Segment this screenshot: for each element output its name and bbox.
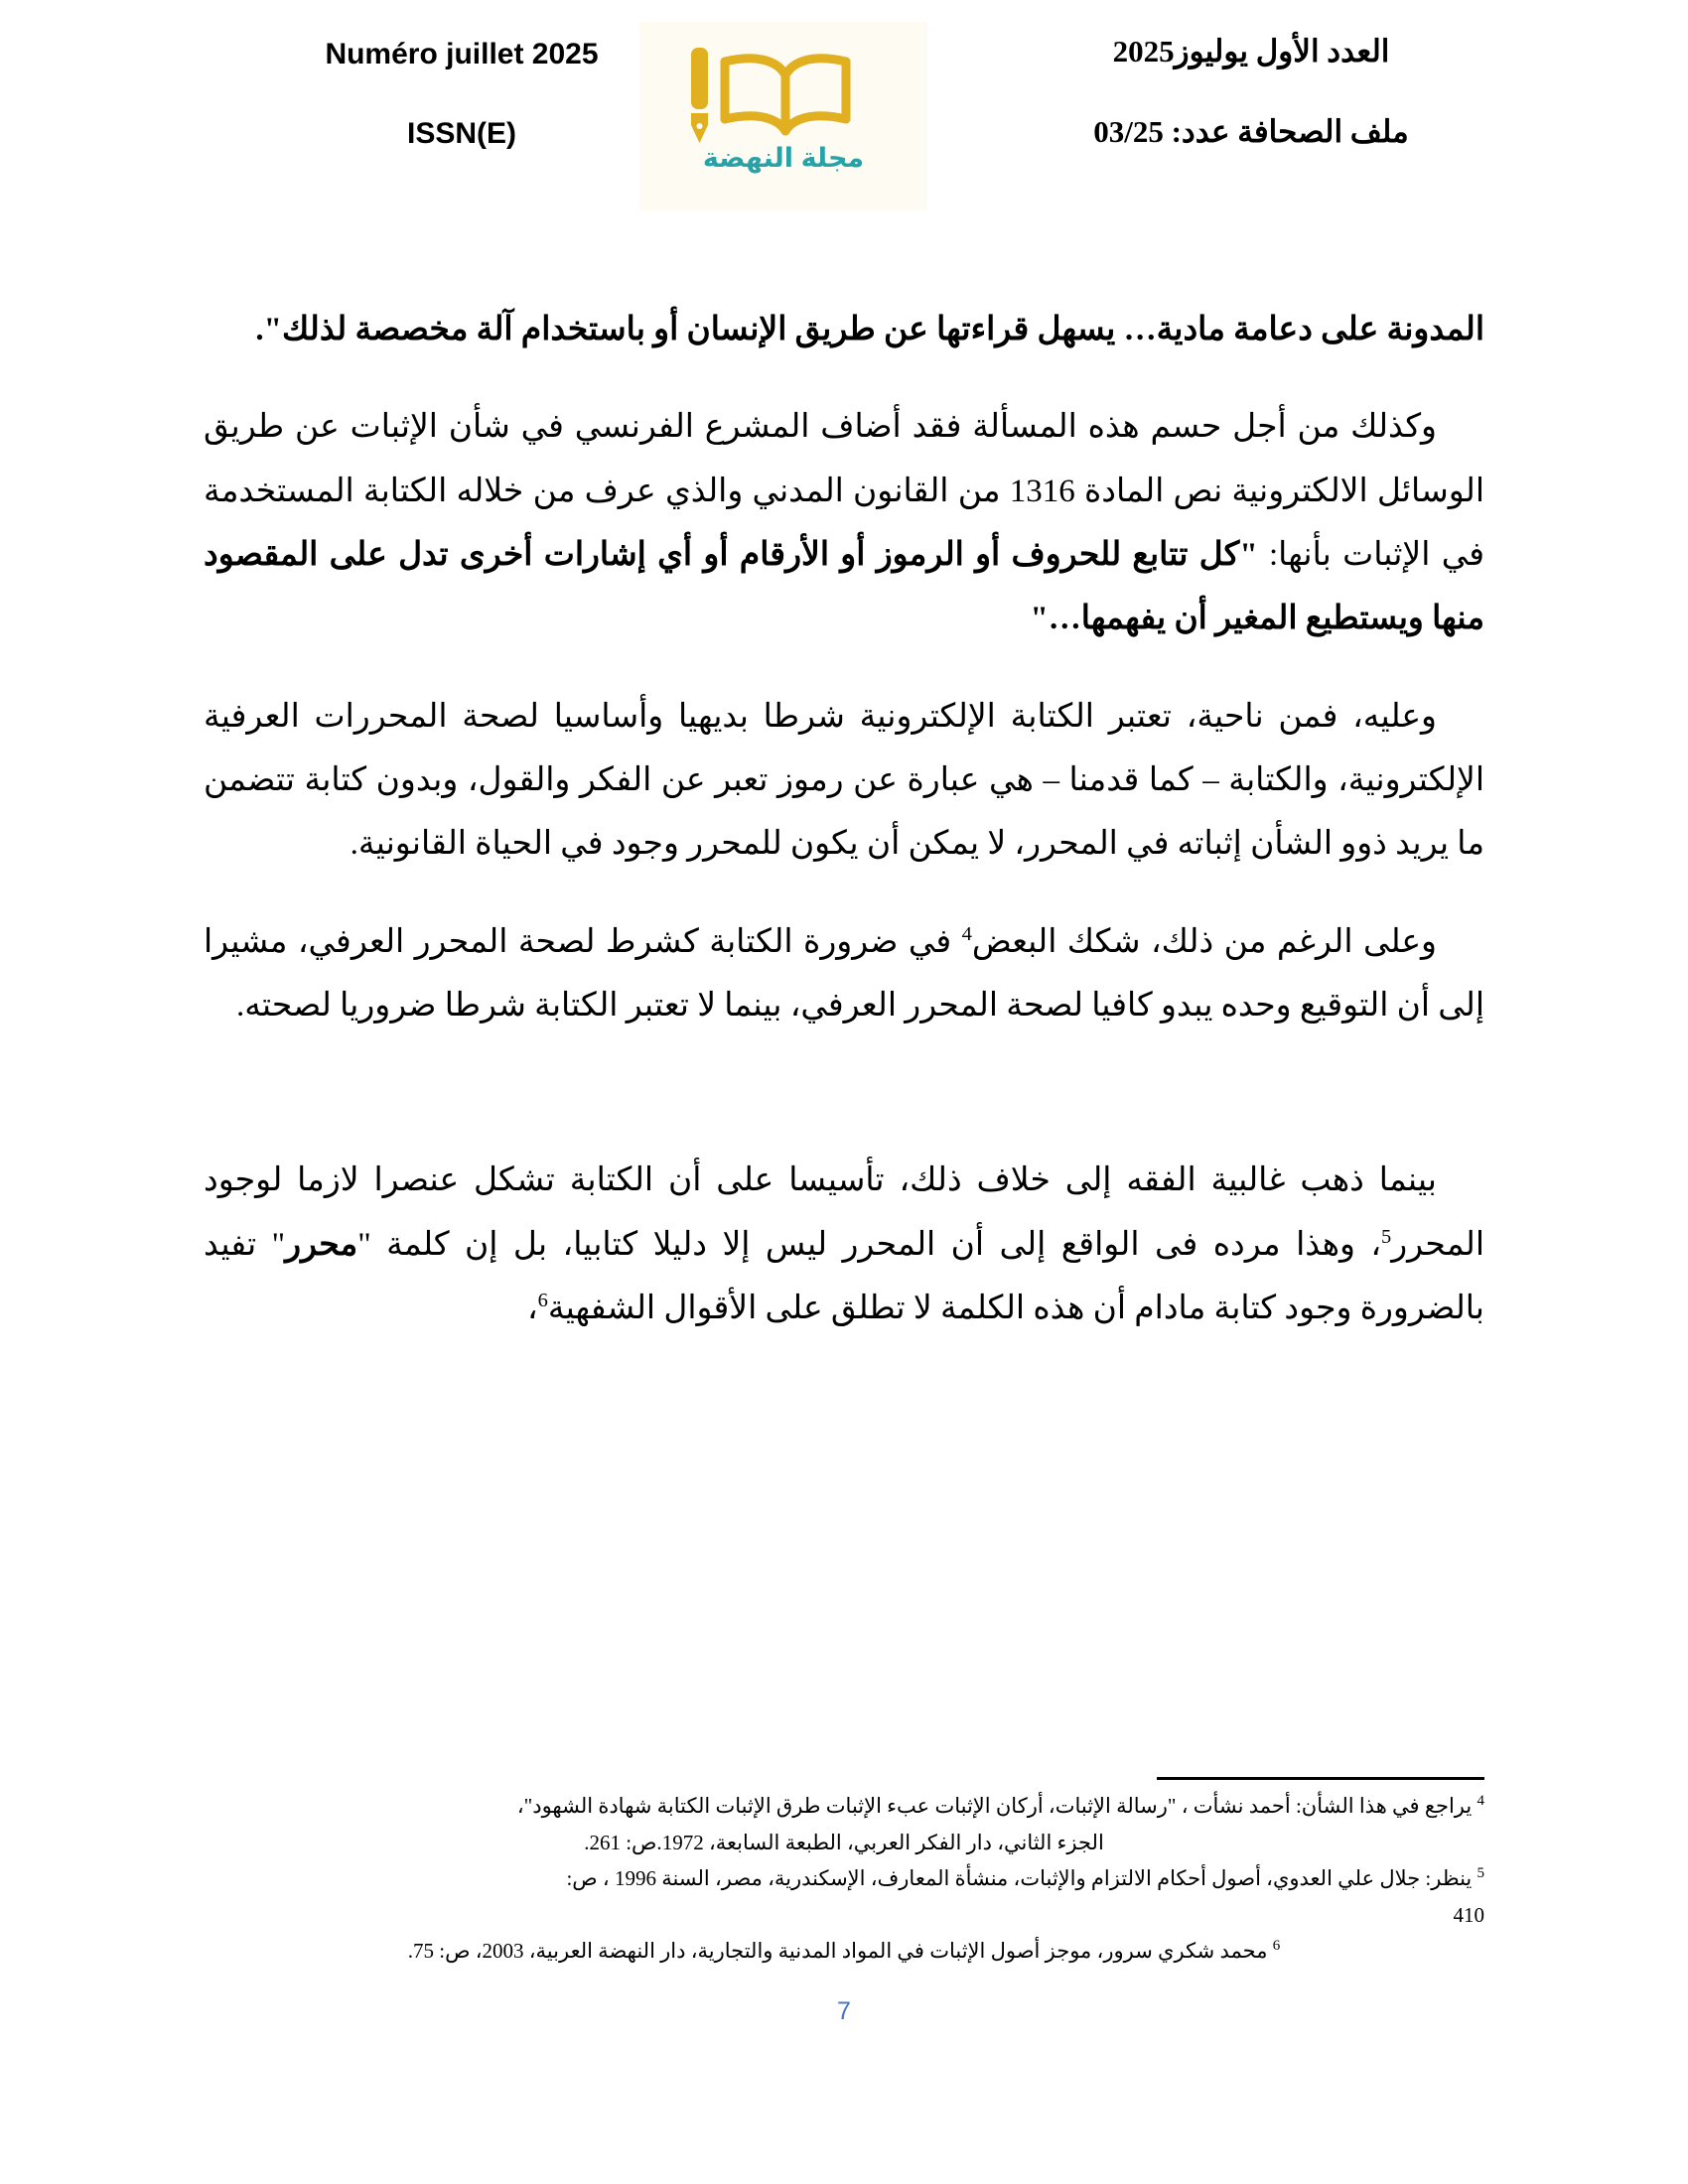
footnote-separator — [1157, 1777, 1484, 1780]
paragraph-2-quote: "كل تتابع للحروف أو الرموز أو الأرقام أو أي إشارات أخرى تدل على المقصود منها ويستطيع المغير أن يفهمها…" — [204, 537, 1484, 637]
paragraph-4-part2: في ضرورة الكتابة كشرط لصحة المحرر العرفي، مشيرا إلى أن التوقيع وحده يبدو كافيا لصحة المحرر العرفي، بينما لا تعتبر الكتابة شرطا ضروريا لصحته. — [204, 923, 1484, 1024]
paragraph-5-part1: بينما ذهب غالبية الفقه إلى خلاف ذلك، تأسيسا على أن الكتابة تشكل عنصرا لازما لوجود المحرر — [204, 1162, 1484, 1263]
footnote-ref-6[interactable]: 6 — [537, 1290, 548, 1312]
footnotes-section — [204, 1777, 1484, 1972]
paragraph-5-part4: ، — [527, 1291, 538, 1327]
paragraph-2 — [204, 395, 1484, 650]
paragraph-5-boldword: محرر — [285, 1226, 358, 1263]
paragraph-4 — [204, 910, 1484, 1038]
footnote-5-line2: 410 — [1453, 1902, 1484, 1927]
footnote-ref-4[interactable]: 4 — [961, 922, 972, 945]
footnote-5-line1: ينظر: جلال علي العدوي، أصول أحكام الالتزام والإثبات، منشأة المعارف، الإسكندرية، مصر، السنة 1996 ، ص: — [566, 1866, 1473, 1891]
paragraph-3: وعليه، فمن ناحية، تعتبر الكتابة الإلكترونية شرطا بديهيا وأساسيا لصحة المحررات العرفية الإلكترونية، والكتابة – كما قدمنا – هي عبارة عن رموز تعبر عن الفكر والقول، وبدون كتابة تتضمن ما يريد ذوو الشأن إثباته في المحرر، لا يمكن أن يكون للمحرر وجود في الحياة القانونية. — [204, 698, 1484, 863]
footnote-4-line1: يراجع في هذا الشأن: أحمد نشأت ، "رسالة الإثبات، أركان الإثبات عبء الإثبات طرق الإثبات الكتابة شهادة الشهود"، — [516, 1794, 1473, 1818]
journal-logo — [639, 22, 927, 210]
press-file-number: ملف الصحافة عدد: 03/25 — [1093, 114, 1409, 149]
footnote-4-cont — [204, 1827, 1484, 1859]
footnote-6 — [204, 1935, 1484, 1968]
paragraph-5-part2: ، وهذا مرده فى الواقع إلى أن المحرر ليس إلا دليلا كتابيا، بل إن كلمة " — [357, 1226, 1382, 1263]
header-right-block — [1013, 34, 1489, 150]
footnote-5 — [204, 1862, 1484, 1895]
footnote-4-number: 4 — [1477, 1793, 1484, 1809]
issue-number-fr: Numéro juillet 2025 — [325, 38, 599, 70]
pen-and-open-book-icon — [667, 36, 896, 150]
footnote-5-number: 5 — [1477, 1865, 1484, 1882]
journal-logo-caption: مجلة النهضة — [702, 143, 865, 173]
footnote-4-line2: الجزء الثاني، دار الفكر العربي، الطبعة السابعة، 1972.ص: 261. — [584, 1830, 1104, 1854]
footnote-6-line1: محمد شكري سرور، موجز أصول الإثبات في المواد المدنية والتجارية، دار النهضة العربية، 2003، ص: 75. — [407, 1939, 1268, 1964]
issn-label: ISSN(E) — [406, 117, 516, 150]
paragraph-1: المدونة على دعامة مادية… يسهل قراءتها عن طريق الإنسان أو باستخدام آلة مخصصة لذلك". — [255, 312, 1484, 347]
footnote-ref-5[interactable]: 5 — [1381, 1225, 1392, 1248]
issue-number-ar: العدد الأول يوليوز2025 — [1112, 34, 1390, 68]
paragraph-spacer — [204, 1071, 1484, 1149]
footnote-4 — [204, 1790, 1484, 1823]
page-header — [0, 0, 1688, 228]
paragraph-2-lead: وكذلك من أجل حسم هذه المسألة فقد أضاف المشرع الفرنسي في شأن الإثبات عن طريق الوسائل الالكترونية نص المادة 1316 من القانون المدني والذي عرف من خلاله الكتابة المستخدمة في الإثبات بأنها: — [204, 409, 1484, 574]
paragraph-4-part1: وعلى الرغم من ذلك، شكك البعض — [971, 923, 1437, 960]
paragraph-5 — [204, 1149, 1484, 1340]
paragraph-5-part3: " تفيد بالضرورة وجود كتابة مادام أن هذه الكلمة لا تطلق على الأقوال الشفهية — [204, 1226, 1484, 1327]
document-body — [204, 298, 1484, 1374]
footnote-5-cont — [204, 1899, 1484, 1932]
header-left-block — [228, 38, 695, 151]
page-number: 7 — [837, 1997, 851, 2025]
footnote-6-number: 6 — [1272, 1938, 1281, 1955]
